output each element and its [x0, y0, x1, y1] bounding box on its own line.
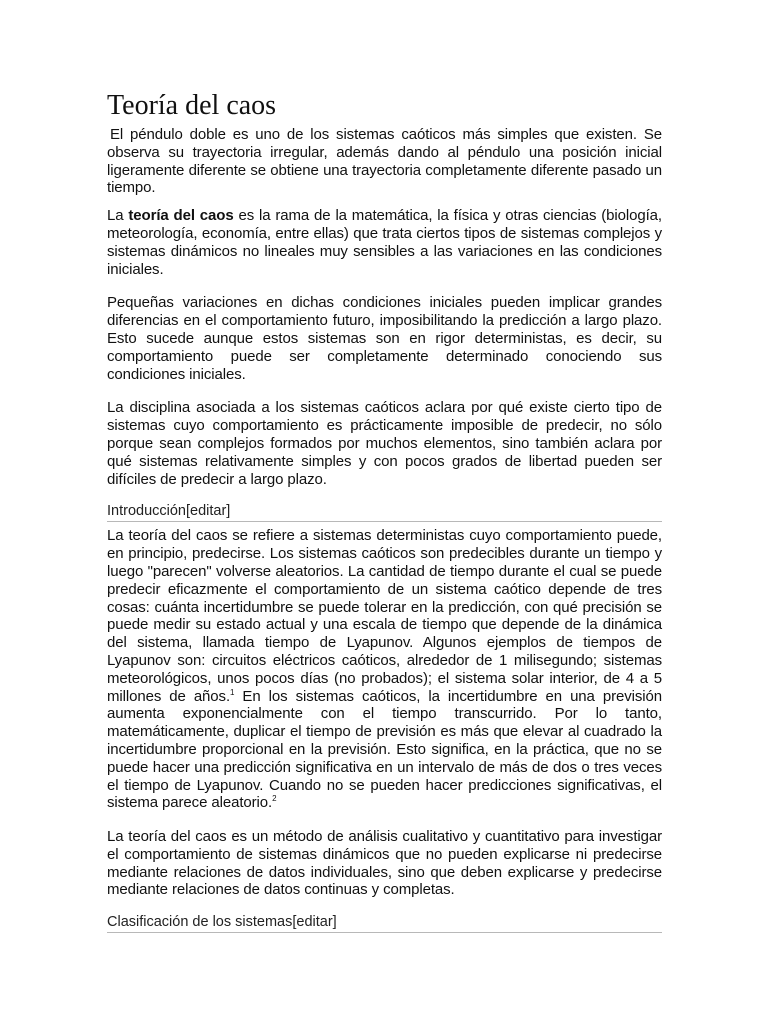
section-heading-introduccion [107, 502, 662, 522]
paragraph-small-variations: Pequeñas variaciones en dichas condiciones iniciales pueden implicar grandes diferencias en el comportamiento futuro, imposibilitando la predicción a largo plazo. Esto sucede aunque estos sistemas son en rigor deterministas, es decir, su comportamiento puede ser completamente determinado conociendo sus condiciones iniciales. [107, 294, 662, 383]
edit-link[interactable]: [editar] [186, 503, 231, 520]
text-span: En los sistemas caóticos, la incertidumbre en una previsión aumenta exponencialmente con el tiempo transcurrido. Por lo tanto, matemáticamente, duplicar el tiempo de previsión es más que elevar al cuadrado la incertidumbre proporcional en la previsión. Esto significa, en la práctica, que no se puede hacer una predicción significativa en un intervalo de más de dos o tres veces el tiempo de Lyapunov. Cuando no se pueden hacer predicciones significativas, el sistema parece aleatorio. [107, 687, 662, 812]
bold-term: teoría del caos [128, 207, 234, 225]
paragraph-method: La teoría del caos es un método de análisis cualitativo y cuantitativo para investigar el comportamiento de sistemas dinámicos que no pueden explicarse ni predecirse mediante relaciones de datos individuales, sino que deben explicarse y predecirse mediante relaciones de datos continuas y completas. [107, 828, 662, 899]
heading-text: Introducción [107, 503, 186, 520]
heading-text: Clasificación de los sistemas [107, 914, 293, 931]
paragraph-discipline: La disciplina asociada a los sistemas caóticos aclara por qué existe cierto tipo de sistemas cuyo comportamiento es prácticamente imposible de predecir, no sólo porque sean complejos formados por muchos elementos, sino también aclara por qué sistemas relativamente simples y con pocos grados de libertad pueden ser difíciles de predecir a largo plazo. [107, 399, 662, 488]
edit-link[interactable]: [editar] [292, 914, 337, 931]
paragraph-introduccion [107, 527, 662, 812]
text-span: La [107, 207, 129, 225]
footnote-ref-1[interactable]: 1 [230, 687, 235, 697]
text-span: La teoría del caos se refiere a sistemas deterministas cuyo comportamiento puede, en principio, predecirse. Los sistemas caóticos son predecibles durante un tiempo y luego "parecen" volverse aleatorios. La cantidad de tiempo durante el cual se puede predecir eficazmente el comportamiento de un sistema caótico depende de tres cosas: cuánta incertidumbre se puede tolerar en la predicción, con qué precisión se puede medir su estado actual y una escala de tiempo que depende de la dinámica del sistema, llamada tiempo de Lyapunov. Algunos ejemplos de tiempos de Lyapunov son: circuitos eléctricos caóticos, alrededor de 1 milisegundo; sistemas meteorológicos, unos pocos días (no probados); el sistema solar interior, de 4 a 5 millones de años. [107, 527, 662, 705]
intro-paragraph-pendulum: El péndulo doble es uno de los sistemas caóticos más simples que existen. Se observa su trayectoria irregular, además dando al péndulo una posición inicial ligeramente diferente se obtiene una trayectoria completamente diferente pasado un tiempo. [107, 126, 662, 197]
footnote-ref-2[interactable]: 2 [272, 794, 277, 804]
text-span: es la rama de la matemática, la física y otras ciencias (biología, meteorología, economía, entre ellas) que trata ciertos tipos de sistemas complejos y sistemas dinámicos no lineales muy sensibles a las variaciones en las condiciones iniciales. [107, 207, 662, 278]
page-title: Teoría del caos [107, 90, 277, 121]
section-heading-clasificacion [107, 913, 662, 933]
paragraph-definition [107, 207, 662, 278]
document-page [107, 88, 662, 938]
